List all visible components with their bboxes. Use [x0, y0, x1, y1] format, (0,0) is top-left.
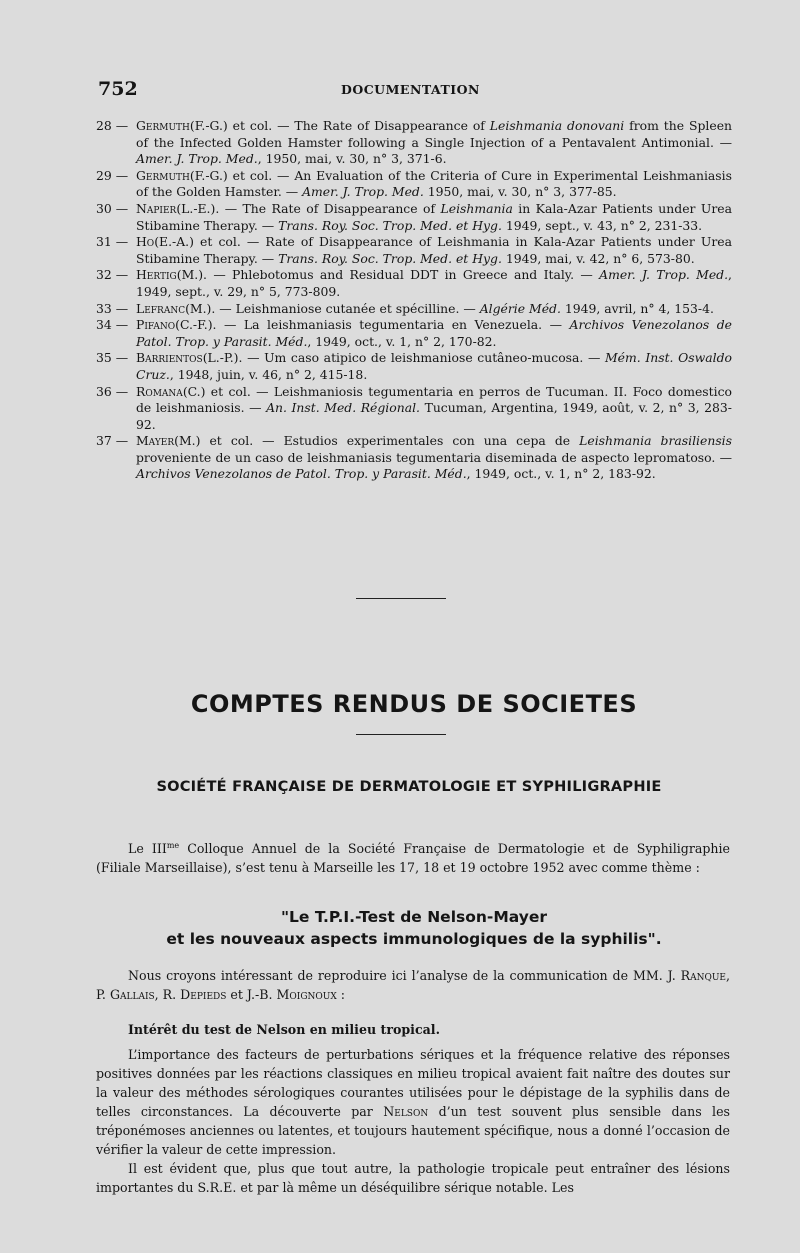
reference-number: 31 — — [96, 234, 129, 250]
reference-text — [136, 267, 732, 300]
reference-author: Ho — [136, 234, 155, 250]
reference-segment: 1949, sept., v. 43, n° 2, 231-33. — [501, 217, 703, 233]
reference-entry — [96, 433, 732, 483]
reference-text — [136, 234, 732, 267]
text: et J.-B. — [226, 987, 277, 1002]
reference-segment: in Kala-Azar Patients under Urea Stibamine Therapy. — — [136, 200, 732, 233]
reference-segment: , 1949, sept., v. 29, n° 5, 773-809. — [136, 267, 732, 299]
authors-paragraph — [96, 966, 730, 1004]
reference-text — [136, 118, 732, 168]
reference-number: 34 — — [96, 317, 129, 333]
author-name: Gallais — [109, 987, 155, 1002]
reference-author: Germuth — [136, 118, 190, 133]
text: : — [336, 987, 346, 1002]
reference-text — [136, 168, 732, 201]
reference-text — [136, 350, 732, 383]
reference-entry — [96, 168, 732, 201]
author-name: Moignoux — [276, 987, 337, 1002]
reference-number: 30 — — [96, 200, 129, 216]
reference-segment: from the Spleen of the Infected Golden Hamster following a Single Injection of a Pentavalent Antimonial. — — [136, 118, 733, 150]
reference-number: 33 — — [96, 300, 129, 316]
text: , P. — [96, 968, 730, 1002]
reference-segment: 1949, mai, v. 42, n° 6, 573-80. — [501, 250, 695, 266]
reference-number: 36 — — [96, 383, 129, 399]
reference-author: Hertig — [136, 267, 177, 283]
reference-journal: Amer. J. Trop. Med. — [302, 184, 424, 200]
running-head: DOCUMENTATION — [341, 82, 480, 97]
reference-entry — [96, 267, 732, 300]
reference-author: Mayer — [136, 433, 175, 449]
reference-segment: (M.). — Leishmaniose cutanée et spécilline. — — [185, 300, 480, 316]
text: Nous croyons intéressant de reproduire ici l’analyse de la communication de MM. J. — [128, 968, 681, 983]
reference-segment: (L.-E.). — The Rate of Disappearance of — [176, 200, 441, 216]
separator-rule — [356, 734, 446, 735]
reference-journal: Trans. Roy. Soc. Trop. Med. et Hyg. — [278, 217, 502, 233]
reference-author: Napier — [136, 200, 177, 216]
reference-segment: (F.-G.) et col. — An Evaluation of the Criteria of Cure in Experimental Leishmaniasis of the Golden Hamster. — — [136, 167, 732, 200]
intro-paragraph — [96, 836, 730, 877]
reference-number: 29 — — [96, 167, 129, 183]
reference-journal: Archivos Venezolanos de Patol. Trop. y Parasit. Méd. — [136, 466, 467, 482]
reference-text — [136, 201, 732, 234]
reference-journal: Amer. J. Trop. Med. — [599, 267, 729, 283]
reference-segment: 1950, mai, v. 30, n° 3, 377-85. — [423, 184, 617, 200]
reference-number: 35 — — [96, 350, 129, 366]
paragraph — [96, 1045, 730, 1159]
intro-superscript: me — [166, 841, 180, 850]
reference-segment: (F.-G.) et col. — The Rate of Disappearance of — [189, 118, 490, 133]
reference-segment: , 1948, juin, v. 46, n° 2, 415-18. — [169, 366, 368, 382]
reference-entry — [96, 118, 732, 168]
reference-author: Lefranc — [136, 300, 186, 316]
reference-journal: Leishmania donovani — [489, 118, 625, 133]
reference-segment: , 1949, oct., v. 1, n° 2, 183-92. — [466, 466, 656, 482]
reference-segment: (C.) et col. — Leishmaniosis tegumentaria en perros de Tucuman. II. Foco domestico de leishmaniosis. — — [136, 383, 732, 416]
reference-journal: Trans. Roy. Soc. Trop. Med. et Hyg. — [278, 250, 502, 266]
communication-title — [0, 906, 800, 950]
reference-entry — [96, 317, 732, 350]
reference-entry — [96, 234, 732, 267]
communication-title-line: et les nouveaux aspects immunologiques de la syphilis". — [166, 930, 662, 948]
intro-text: Colloque Annuel de la Société Française de Dermatologie et de Syphiligraphie (Filiale Marseillaise), s’est tenu à Marseille les 17, 18 et 19 octobre 1952 avec comme thème : — [96, 841, 731, 876]
author-name: Depieds — [180, 987, 227, 1002]
reference-number: 32 — — [96, 267, 129, 283]
communication-title-line: "Le T.P.I.-Test de Nelson-Mayer — [280, 908, 548, 926]
reference-journal: Algérie Méd. — [479, 300, 561, 316]
subheading: Intérêt du test de Nelson en milieu tropical. — [128, 1022, 440, 1037]
reference-journal: Mém. Inst. Oswaldo Cruz. — [136, 350, 732, 382]
society-heading: SOCIÉTÉ FRANÇAISE DE DERMATOLOGIE ET SYPHILIGRAPHIE — [156, 778, 662, 795]
reference-text — [136, 317, 732, 350]
text: , R. — [154, 987, 181, 1002]
reference-journal: Leishmania — [440, 200, 513, 216]
reference-segment: , 1949, oct., v. 1, n° 2, 170-82. — [307, 333, 497, 349]
reference-segment: proveniente de un caso de leishmaniasis tegumentaria diseminada de aspecto lepromatoso. — — [136, 449, 732, 465]
reference-text — [136, 301, 732, 318]
reference-journal: An. Inst. Med. Régional. — [266, 400, 420, 416]
paragraph: Il est évident que, plus que tout autre, la pathologie tropicale peut entraîner des lésions importantes du S.R.E. et par là même un déséquilibre sérique notable. Les — [96, 1161, 730, 1195]
text: d’un test souvent plus sensible dans les tréponémoses anciennes ou latentes, et toujours hautement spécifique, nous a donné l’occasion de vérifier la valeur de cette impression. — [96, 1104, 730, 1157]
body-text — [96, 966, 730, 1197]
reference-segment: Tucuman, Argentina, 1949, août, v. 2, n° 3, 283-92. — [136, 400, 732, 432]
reference-entry — [96, 350, 732, 383]
reference-text — [136, 433, 732, 483]
reference-author: Romana — [136, 383, 183, 399]
reference-journal: Leishmania brasiliensis — [579, 433, 733, 449]
reference-segment: 1949, avril, n° 4, 153-4. — [560, 300, 714, 316]
intro-text: Le III — [128, 841, 167, 857]
reference-entry — [96, 384, 732, 434]
reference-journal: Archivos Venezolanos de Patol. Trop. y Parasit. Méd. — [136, 317, 732, 349]
section-title: COMPTES RENDUS DE SOCIETES — [190, 690, 638, 718]
reference-segment: (M.) et col. — Estudios experimentales con una cepa de — [174, 433, 580, 449]
reference-text — [136, 384, 732, 434]
author-name: Ranque — [680, 968, 726, 983]
reference-list — [96, 118, 732, 483]
text: L’importance des facteurs de perturbations sériques et la fréquence relative des réponses positives données par les réactions classiques en milieu tropical avaient fait naître des doutes sur la valeur des méthodes sérologiques courantes utilisées pour le dépistage de la syphilis dans de telles circonstances. La découverte par — [96, 1047, 730, 1119]
reference-segment: (C.-F.). — La leishmaniasis tegumentaria en Venezuela. — — [175, 317, 570, 333]
reference-author: Barrientos — [136, 350, 203, 366]
reference-number: 37 — — [96, 433, 129, 449]
author-name: Nelson — [383, 1104, 429, 1119]
page-header — [98, 78, 738, 100]
reference-entry — [96, 201, 732, 234]
reference-segment: (M.). — Phlebotomus and Residual DDT in Greece and Italy. — — [176, 267, 600, 283]
reference-author: Germuth — [136, 167, 190, 183]
page-number: 752 — [98, 78, 138, 100]
reference-author: Pifano — [136, 317, 176, 333]
reference-journal: Amer. J. Trop. Med. — [136, 151, 258, 167]
reference-segment: , 1950, mai, v. 30, n° 3, 371-6. — [257, 151, 447, 167]
separator-rule — [356, 598, 446, 599]
reference-segment: (E.-A.) et col. — Rate of Disappearance of Leishmania in Kala-Azar Patients under Urea Stibamine Therapy. — — [136, 234, 732, 266]
reference-number: 28 — — [96, 118, 129, 133]
reference-segment: (L.-P.). — Um caso atipico de leishmaniose cutâneo-mucosa. — — [202, 350, 605, 366]
reference-entry — [96, 301, 732, 318]
